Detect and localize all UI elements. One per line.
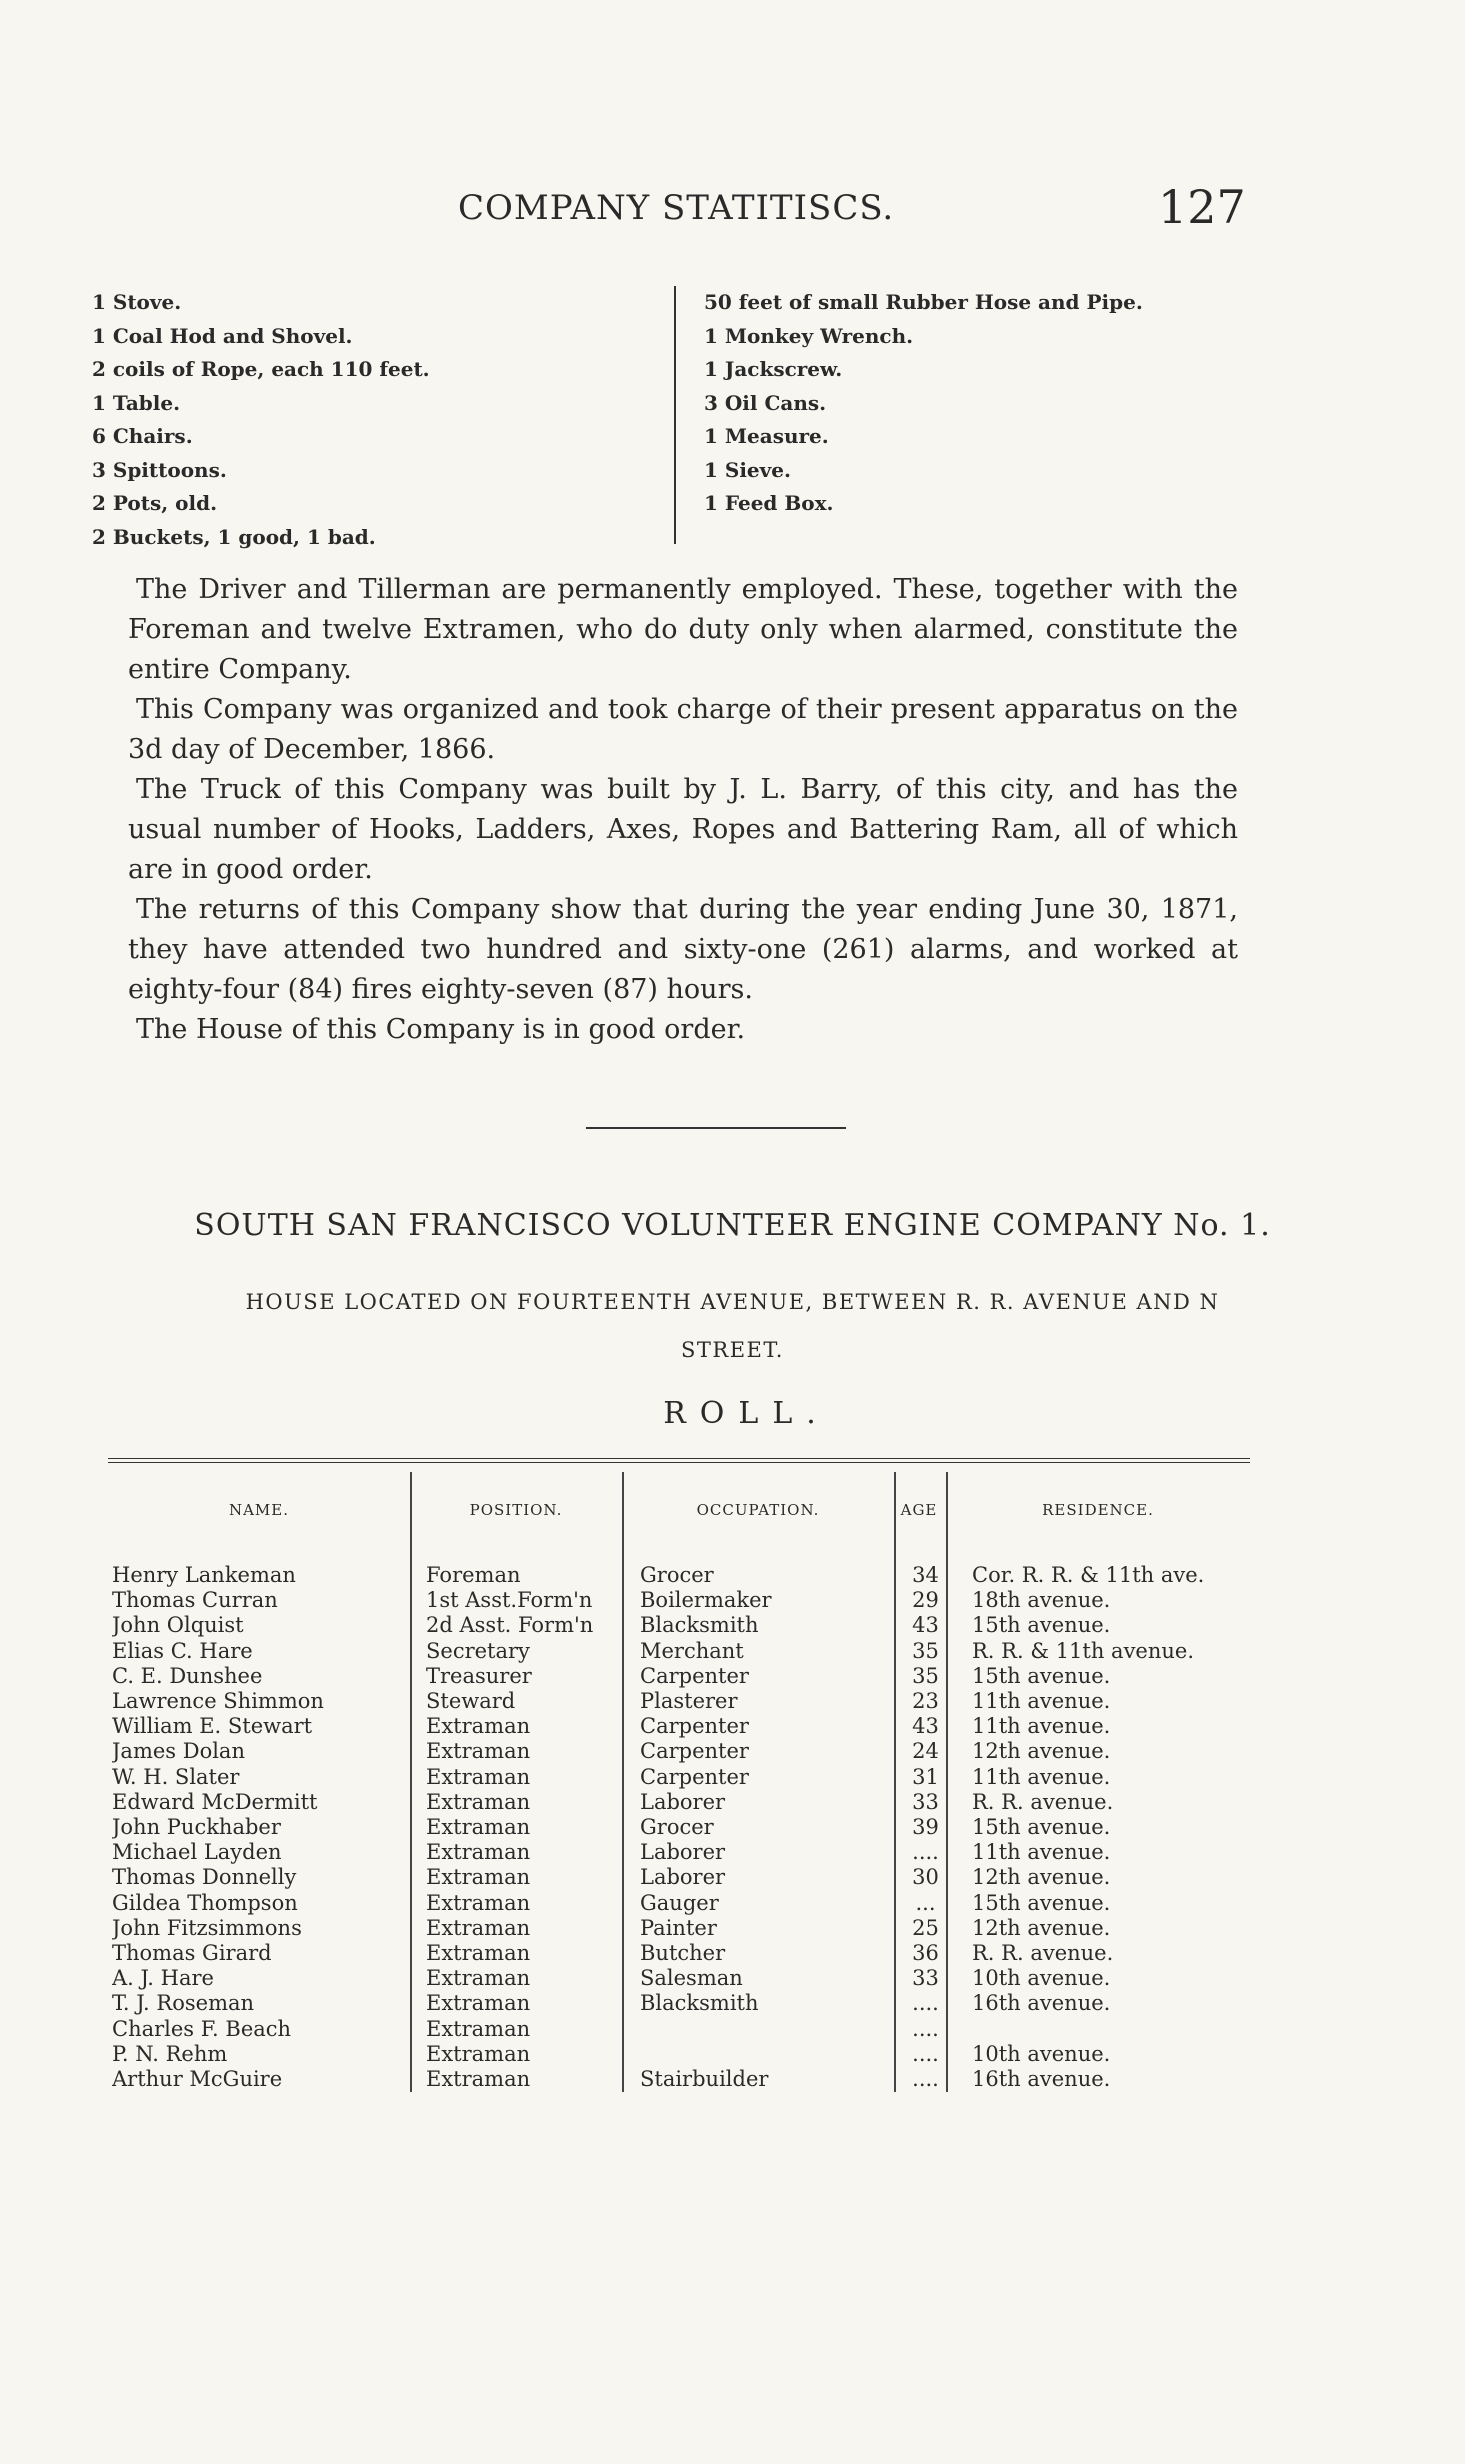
- member-residence: 10th avenue.: [972, 2041, 1111, 2066]
- member-residence: 15th avenue.: [972, 1815, 1111, 1839]
- member-position: Extraman: [426, 2067, 531, 2091]
- table-row: [108, 1765, 1250, 1790]
- inventory-item: 2 Pots, old.: [92, 491, 218, 515]
- table-row: [108, 1916, 1250, 1941]
- member-residence: 11th avenue.: [972, 1689, 1111, 1713]
- member-residence: R. R. avenue.: [972, 1941, 1114, 1965]
- table-row: [108, 1991, 1250, 2016]
- member-position: Extraman: [426, 1840, 531, 1865]
- member-name: Thomas Curran: [112, 1588, 278, 1613]
- member-residence: 10th avenue.: [972, 1966, 1111, 1991]
- member-name: Gildea Thompson: [112, 1890, 298, 1915]
- table-row: [108, 1790, 1250, 1815]
- member-position: Extraman: [426, 1966, 531, 1991]
- member-residence: 11th avenue.: [972, 1764, 1111, 1789]
- member-age: ...: [915, 1890, 936, 1915]
- member-position: 1st Asst.Form'n: [426, 1588, 593, 1613]
- member-position: Extraman: [426, 1789, 531, 1814]
- body-text: [128, 570, 1238, 1050]
- table-row: [108, 2067, 1250, 2092]
- member-occupation: Carpenter: [640, 1663, 749, 1688]
- member-age: 34: [912, 1563, 939, 1587]
- member-residence: 16th avenue.: [972, 1991, 1111, 2016]
- inventory-item: 1 Coal Hod and Shovel.: [92, 323, 353, 348]
- table-row: [108, 1815, 1250, 1840]
- member-name: Thomas Girard: [112, 1941, 272, 1965]
- member-occupation: Laborer: [640, 1865, 726, 1890]
- header-residence: RESIDENCE.: [1042, 1501, 1154, 1519]
- member-position: Extraman: [426, 2016, 531, 2041]
- inventory-item: 1 Stove.: [92, 290, 182, 314]
- member-name: T. J. Roseman: [112, 1991, 255, 2016]
- member-residence: 12th avenue.: [972, 1739, 1111, 1764]
- member-position: Extraman: [426, 1941, 531, 1965]
- member-name: Thomas Donnelly: [112, 1865, 297, 1890]
- member-name: A. J. Hare: [112, 1966, 214, 1991]
- section-title: SOUTH SAN FRANCISCO VOLUNTEER ENGINE COMPANY No. 1.: [194, 1208, 1271, 1243]
- column-divider: [946, 1472, 948, 2092]
- member-position: Extraman: [426, 2041, 531, 2066]
- running-title: COMPANY STATITISCS.: [458, 188, 895, 228]
- table-row: [108, 1563, 1250, 1588]
- inventory-item: 2 Buckets, 1 good, 1 bad.: [92, 524, 376, 549]
- inventory-left-column: [92, 286, 652, 554]
- member-occupation: Plasterer: [640, 1689, 738, 1713]
- table-row: [108, 1966, 1250, 1991]
- member-position: Extraman: [426, 1865, 531, 1890]
- house-location-line: HOUSE LOCATED ON FOURTEENTH AVENUE, BETWEEN R. R. AVENUE AND N: [245, 1290, 1220, 1314]
- member-name: James Dolan: [112, 1739, 245, 1764]
- member-age: ....: [912, 2067, 939, 2091]
- member-age: 36: [912, 1941, 939, 1965]
- member-residence: Cor. R. R. & 11th ave.: [972, 1563, 1205, 1587]
- member-age: 25: [912, 1915, 939, 1940]
- member-position: Steward: [426, 1689, 516, 1713]
- header-name: NAME.: [228, 1501, 290, 1519]
- member-age: 23: [912, 1689, 939, 1713]
- section-divider: [586, 1127, 846, 1129]
- member-name: Elias C. Hare: [112, 1638, 253, 1663]
- member-name: Lawrence Shimmon: [112, 1689, 324, 1713]
- member-occupation: Carpenter: [640, 1739, 749, 1764]
- column-divider: [410, 1472, 412, 2092]
- member-occupation: Merchant: [640, 1638, 744, 1663]
- roll-table: [108, 1458, 1250, 2091]
- member-age: 24: [912, 1739, 939, 1764]
- column-divider: [894, 1472, 896, 2092]
- member-name: William E. Stewart: [112, 1714, 313, 1739]
- member-age: 35: [912, 1663, 939, 1688]
- table-row: [108, 1664, 1250, 1689]
- table-row: [108, 1639, 1250, 1664]
- member-age: 30: [912, 1865, 939, 1890]
- header-occupation: OCCUPATION.: [696, 1501, 820, 1519]
- table-row: [108, 1865, 1250, 1890]
- member-position: Extraman: [426, 1764, 531, 1789]
- member-age: ....: [912, 1840, 939, 1865]
- member-name: C. E. Dunshee: [112, 1663, 263, 1688]
- inventory-item: 1 Sieve.: [704, 457, 791, 482]
- inventory-item: 1 Monkey Wrench.: [704, 323, 914, 348]
- member-occupation: Laborer: [640, 1840, 726, 1865]
- member-occupation: Grocer: [640, 1815, 714, 1839]
- member-position: Extraman: [426, 1890, 531, 1915]
- inventory-item: 1 Feed Box.: [704, 491, 834, 515]
- inventory-item: 6 Chairs.: [92, 424, 193, 448]
- table-row: [108, 1714, 1250, 1739]
- inventory-item: 1 Measure.: [704, 424, 829, 448]
- member-name: Edward McDermitt: [112, 1789, 318, 1814]
- member-name: John Fitzsimmons: [112, 1915, 302, 1940]
- member-occupation: Boilermaker: [640, 1588, 772, 1613]
- member-position: Extraman: [426, 1815, 531, 1839]
- member-name: W. H. Slater: [112, 1764, 240, 1789]
- member-age: 35: [912, 1638, 939, 1663]
- table-row: [108, 1891, 1250, 1916]
- member-age: 39: [912, 1815, 939, 1839]
- page-number: 127: [1158, 180, 1246, 234]
- table-row: [108, 1613, 1250, 1638]
- column-divider: [622, 1472, 624, 2092]
- table-row: [108, 1840, 1250, 1865]
- table-row: [108, 1941, 1250, 1966]
- member-occupation: Blacksmith: [640, 1613, 759, 1638]
- inventory-item: 2 coils of Rope, each 110 feet.: [92, 357, 430, 381]
- inventory-right-column: [674, 286, 1304, 544]
- member-residence: 18th avenue.: [972, 1588, 1111, 1613]
- member-position: Extraman: [426, 1714, 531, 1739]
- member-position: Secretary: [426, 1638, 530, 1663]
- member-position: Extraman: [426, 1739, 531, 1764]
- member-age: ....: [912, 2041, 939, 2066]
- member-occupation: Carpenter: [640, 1764, 749, 1789]
- member-residence: R. R. & 11th avenue.: [972, 1638, 1195, 1663]
- header-age: AGE: [900, 1501, 938, 1519]
- member-name: P. N. Rehm: [112, 2041, 228, 2066]
- table-row: [108, 1739, 1250, 1764]
- member-occupation: Blacksmith: [640, 1991, 759, 2016]
- member-name: Henry Lankeman: [112, 1563, 296, 1587]
- roll-heading: ROLL.: [663, 1396, 830, 1431]
- paragraph: The returns of this Company show that during the year ending June 30, 1871, they have attended two hundred and sixty-one (261) alarms, and worked at eighty-four (84) fires eighty-seven (87) hours.: [128, 894, 1238, 1005]
- member-age: ....: [912, 2016, 939, 2041]
- member-residence: 15th avenue.: [972, 1663, 1111, 1688]
- member-age: 43: [912, 1714, 939, 1739]
- inventory-item: 1 Table.: [92, 390, 181, 415]
- inventory-item: 50 feet of small Rubber Hose and Pipe.: [704, 290, 1143, 314]
- member-name: Michael Layden: [112, 1840, 282, 1865]
- member-position: Extraman: [426, 1991, 531, 2016]
- inventory-item: 3 Oil Cans.: [704, 390, 827, 415]
- member-residence: 11th avenue.: [972, 1840, 1111, 1865]
- member-age: ....: [912, 1991, 939, 2016]
- table-header: [108, 1463, 1250, 1563]
- member-name: Charles F. Beach: [112, 2016, 292, 2041]
- page-header: [0, 180, 1465, 240]
- member-name: John Puckhaber: [112, 1815, 281, 1839]
- paragraph: The House of this Company is in good order.: [136, 1014, 746, 1045]
- member-position: Extraman: [426, 1915, 531, 1940]
- member-name: Arthur McGuire: [112, 2067, 283, 2091]
- member-name: John Olquist: [112, 1613, 244, 1638]
- member-age: 33: [912, 1789, 939, 1814]
- member-age: 31: [912, 1764, 939, 1789]
- inventory-item: 1 Jackscrew.: [704, 357, 843, 381]
- member-occupation: Gauger: [640, 1890, 719, 1915]
- table-row: [108, 2042, 1250, 2067]
- member-residence: 12th avenue.: [972, 1865, 1111, 1890]
- member-age: 43: [912, 1613, 939, 1638]
- member-age: 29: [912, 1588, 939, 1613]
- member-age: 33: [912, 1966, 939, 1991]
- paragraph: The Driver and Tillerman are permanently employed. These, together with the Foreman and twelve Extramen, who do duty only when alarmed, constitute the entire Company.: [128, 574, 1238, 685]
- member-position: 2d Asst. Form'n: [426, 1613, 594, 1638]
- paragraph: The Truck of this Company was built by J. L. Barry, of this city, and has the usual number of Hooks, Ladders, Axes, Ropes and Battering Ram, all of which are in good order.: [128, 774, 1238, 885]
- member-position: Treasurer: [426, 1663, 532, 1688]
- house-location-line: STREET.: [681, 1338, 784, 1362]
- member-occupation: Butcher: [640, 1941, 726, 1965]
- paragraph: This Company was organized and took charge of their present apparatus on the 3d day of December, 1866.: [128, 694, 1238, 765]
- member-residence: 15th avenue.: [972, 1890, 1111, 1915]
- inventory-item: 3 Spittoons.: [92, 457, 227, 482]
- member-occupation: Painter: [640, 1915, 717, 1940]
- member-residence: 11th avenue.: [972, 1714, 1111, 1739]
- member-occupation: Laborer: [640, 1789, 726, 1814]
- header-position: POSITION.: [469, 1501, 563, 1519]
- member-residence: 15th avenue.: [972, 1613, 1111, 1638]
- table-row: [108, 1689, 1250, 1714]
- member-occupation: Stairbuilder: [640, 2067, 769, 2091]
- member-residence: R. R. avenue.: [972, 1789, 1114, 1814]
- member-position: Foreman: [426, 1563, 521, 1587]
- member-occupation: Grocer: [640, 1563, 714, 1587]
- member-residence: 16th avenue.: [972, 2067, 1111, 2091]
- table-row: [108, 1588, 1250, 1613]
- table-row: [108, 2017, 1250, 2042]
- member-occupation: Carpenter: [640, 1714, 749, 1739]
- member-residence: 12th avenue.: [972, 1915, 1111, 1940]
- member-occupation: Salesman: [640, 1966, 743, 1991]
